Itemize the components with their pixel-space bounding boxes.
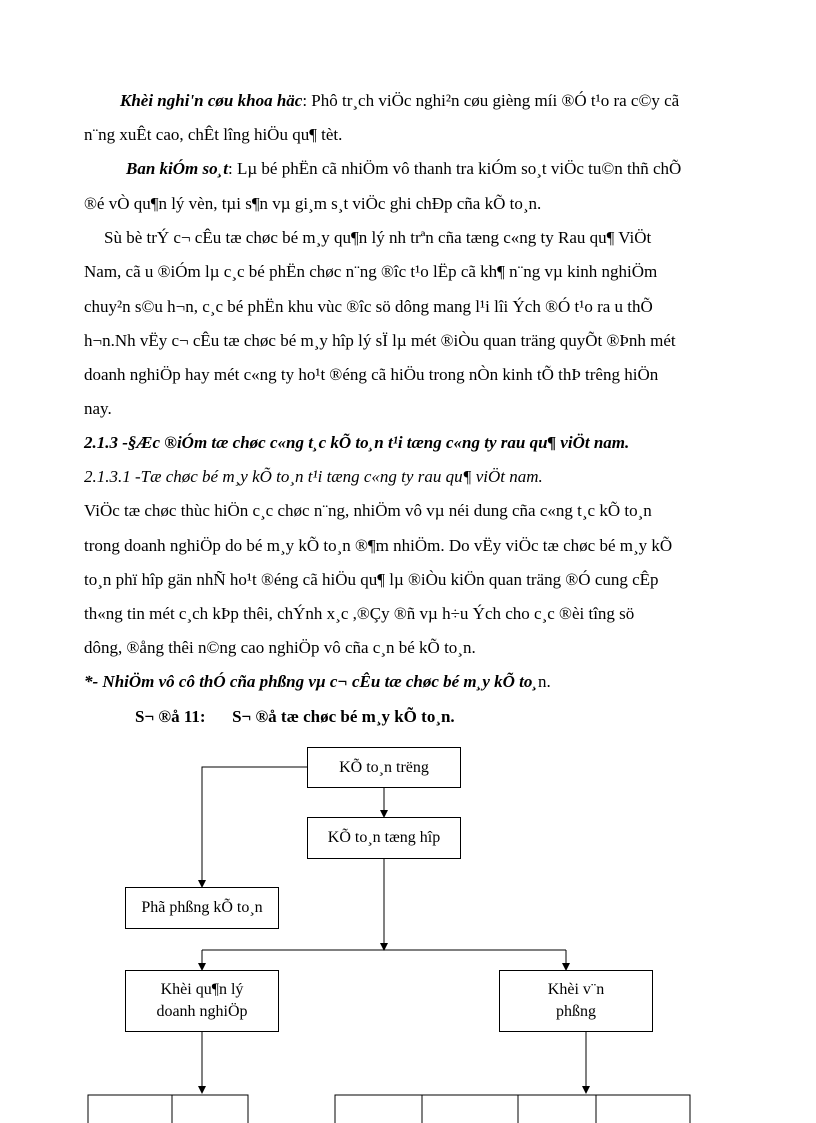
box-enterprise-management-label-2: doanh nghiÖp <box>156 1003 248 1020</box>
box-enterprise-management <box>125 970 279 1032</box>
para-research-text: : Phô tr¸ch viÖc nghi²n cøu gièng míi ®Ó t¹o ra c©y cã <box>302 91 680 110</box>
box-office-label-2: phßng <box>556 1003 596 1020</box>
para-accounting-line-4: th«ng tin mét c¸ch kÞp thêi, chÝnh x¸c ,®Çy ®ñ vµ h÷u Ých cho c¸c ®èi tîng sö <box>84 604 635 623</box>
box-chief-accountant-label: KÕ to¸n trëng <box>339 758 429 776</box>
diagram-title: S¬ ®å tæ chøc bé m¸y kÕ to¸n. <box>232 707 455 726</box>
para-control-line-2: ®é vÒ qu¶n lý vèn, tµi s¶n vµ gi¸m s¸t viÖc ghi chÐp cña kÕ to¸n. <box>84 194 542 213</box>
heading-tasks-text: *- NhiÖm vô cô thÓ cña phßng vµ c¬ cÊu tæ chøc bé m¸y kÕ to¸ <box>84 672 539 691</box>
para-control-lead: Ban kiÓm so¸t <box>126 159 229 178</box>
box-office-label-1: Khèi v¨n <box>547 981 605 998</box>
heading-2-1-3-1: 2.1.3.1 -Tæ chøc bé m¸y kÕ to¸n t¹i tæng c«ng ty rau qu¶ viÖt nam. <box>84 467 543 486</box>
para-research-line-2: n¨ng xuÊt cao, chÊt lîng hiÖu qu¶ tèt. <box>84 125 343 144</box>
para-accounting-line-5: dông, ®ång thêi n©ng cao nghiÖp vô cña c¸n bé kÕ to¸n. <box>84 638 476 657</box>
para-research-lead: Khèi nghi'n cøu khoa häc <box>120 91 303 110</box>
box-deputy-head <box>125 887 279 929</box>
heading-tasks-tail: n. <box>538 672 551 691</box>
box-enterprise-management-label-1: Khèi qu¶n lý <box>160 981 244 998</box>
box-general-accountant <box>307 817 461 859</box>
para-control-text: : Lµ bé phËn cã nhiÖm vô thanh tra kiÓm so¸t viÖc tu©n thñ chÕ <box>228 159 682 178</box>
box-deputy-head-label: Phã phßng kÕ to¸n <box>141 899 263 916</box>
para-structure-line-6: nay. <box>84 399 112 418</box>
para-structure-line-3: chuy²n s©u h¬n, c¸c bé phËn khu vùc ®îc sö dông mang l¹i lîi Ých ®Ó t¹o ra u thÕ <box>84 297 653 316</box>
para-accounting-line-1: ViÖc tæ chøc thùc hiÖn c¸c chøc n¨ng, nhiÖm vô vµ néi dung cña c«ng t¸c kÕ to¸n <box>84 501 652 520</box>
para-accounting-line-3: to¸n phï hîp gän nhÑ ho¹t ®éng cã hiÖu qu¶ lµ ®iÒu kiÖn quan träng ®Ó cung cÊp <box>84 570 659 589</box>
heading-2-1-3: 2.1.3 -§Æc ®iÓm tæ chøc c«ng t¸c kÕ to¸n t¹i tæng c«ng ty rau qu¶ viÖt nam. <box>84 433 630 452</box>
para-accounting-line-2: trong doanh nghiÖp do bé m¸y kÕ to¸n ®¶m nhiÖm. Do vËy viÖc tæ chøc bé m¸y kÕ <box>84 536 673 555</box>
para-structure-line-5: doanh nghiÖp hay mét c«ng ty ho¹t ®éng cã hiÖu trong nÒn kinh tÕ thÞ trêng hiÖn <box>84 365 659 384</box>
para-structure-line-2: Nam, cã u ®iÓm lµ c¸c bé phËn chøc n¨ng ®îc t¹o lËp cã kh¶ n¨ng vµ kinh nghiÖm <box>84 262 658 281</box>
box-office <box>499 970 653 1032</box>
para-structure-line-4: h¬n.Nh vËy c¬ cÊu tæ chøc bé m¸y hîp lý sÏ lµ mét ®iÒu quan träng quyÕt ®Þnh mét <box>84 331 676 350</box>
box-chief-accountant <box>307 747 461 788</box>
diagram-label: S¬ ®å 11: <box>135 707 206 726</box>
para-structure-line-1: Sù bè trÝ c¬ cÊu tæ chøc bé m¸y qu¶n lý nh trªn cña tæng c«ng ty Rau qu¶ ViÖt <box>104 228 652 247</box>
box-general-accountant-label: KÕ to¸n tæng hîp <box>327 829 441 846</box>
